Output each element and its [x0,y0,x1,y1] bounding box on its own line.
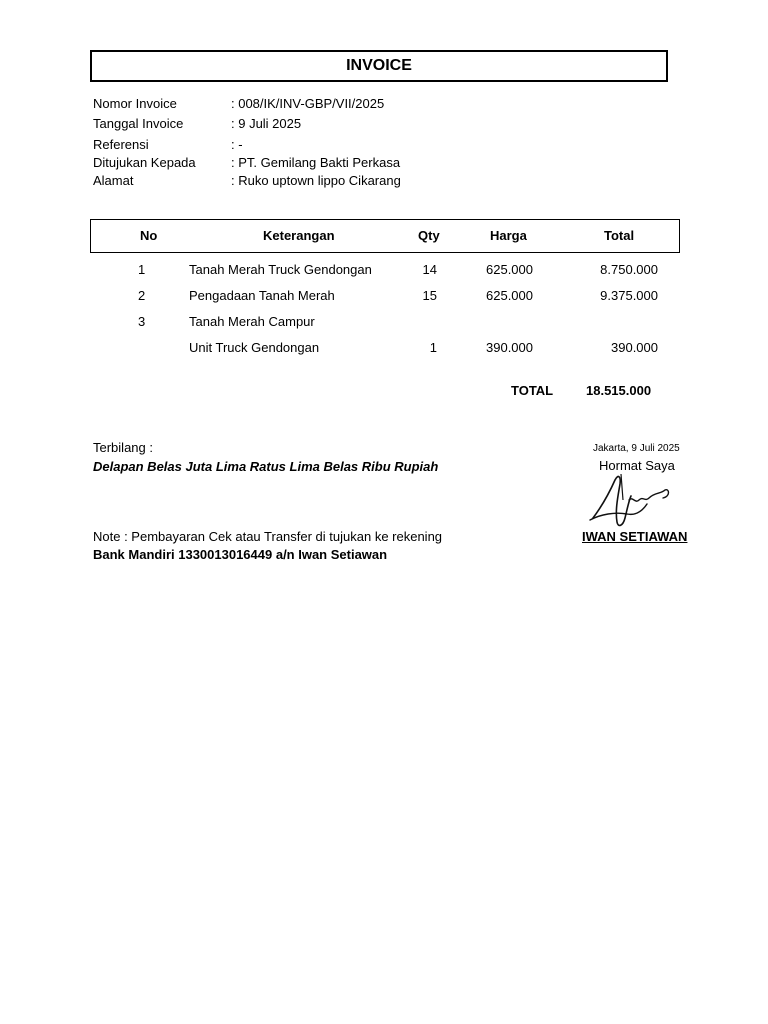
info-label-nomor: Nomor Invoice [93,96,177,111]
signature-place-date: Jakarta, 9 Juli 2025 [593,443,680,454]
cell-qty: 15 [422,288,437,303]
cell-no: 2 [138,288,146,303]
cell-total: 9.375.000 [600,288,658,303]
info-label-referensi: Referensi [93,137,149,152]
header-harga: Harga [490,228,527,243]
info-label-tanggal: Tanggal Invoice [93,116,184,131]
header-qty: Qty [418,228,440,243]
info-label-ditujukan: Ditujukan Kepada [93,155,196,170]
cell-keterangan: Tanah Merah Truck Gendongan [189,262,372,277]
cell-keterangan: Tanah Merah Campur [189,314,315,329]
info-value-referensi: : - [231,137,243,152]
header-no: No [140,228,158,243]
total-value: 18.515.000 [586,383,652,398]
cell-qty: 1 [429,340,437,355]
info-value-alamat: : Ruko uptown lippo Cikarang [231,173,401,188]
header-total: Total [604,228,635,243]
info-value-tanggal: : 9 Juli 2025 [231,116,302,131]
signer-name: IWAN SETIAWAN [582,529,688,544]
signature-greeting: Hormat Saya [599,458,675,473]
signature-image [585,470,680,532]
cell-no: 1 [138,262,146,277]
cell-keterangan: Pengadaan Tanah Merah [189,288,335,303]
invoice-title: INVOICE [90,50,668,82]
cell-keterangan: Unit Truck Gendongan [189,340,320,355]
table-header [90,219,680,253]
info-value-nomor: : 008/IK/INV-GBP/VII/2025 [231,96,385,111]
cell-harga: 625.000 [486,262,533,277]
cell-total: 390.000 [611,340,658,355]
terbilang-label: Terbilang : [93,440,153,455]
header-keterangan: Keterangan [263,228,335,243]
info-value-ditujukan: : PT. Gemilang Bakti Perkasa [231,155,401,170]
note-line2: Bank Mandiri 1330013016449 a/n Iwan Setiawan [93,547,388,562]
info-label-alamat: Alamat [93,173,134,188]
cell-harga: 625.000 [486,288,533,303]
note-line1: Note : Pembayaran Cek atau Transfer di tujukan ke rekening [93,529,443,544]
cell-no: 3 [138,314,146,329]
cell-total: 8.750.000 [600,262,658,277]
terbilang-value: Delapan Belas Juta Lima Ratus Lima Belas Ribu Rupiah [93,459,439,474]
cell-qty: 14 [422,262,437,277]
cell-harga: 390.000 [486,340,533,355]
total-label: TOTAL [511,383,554,398]
